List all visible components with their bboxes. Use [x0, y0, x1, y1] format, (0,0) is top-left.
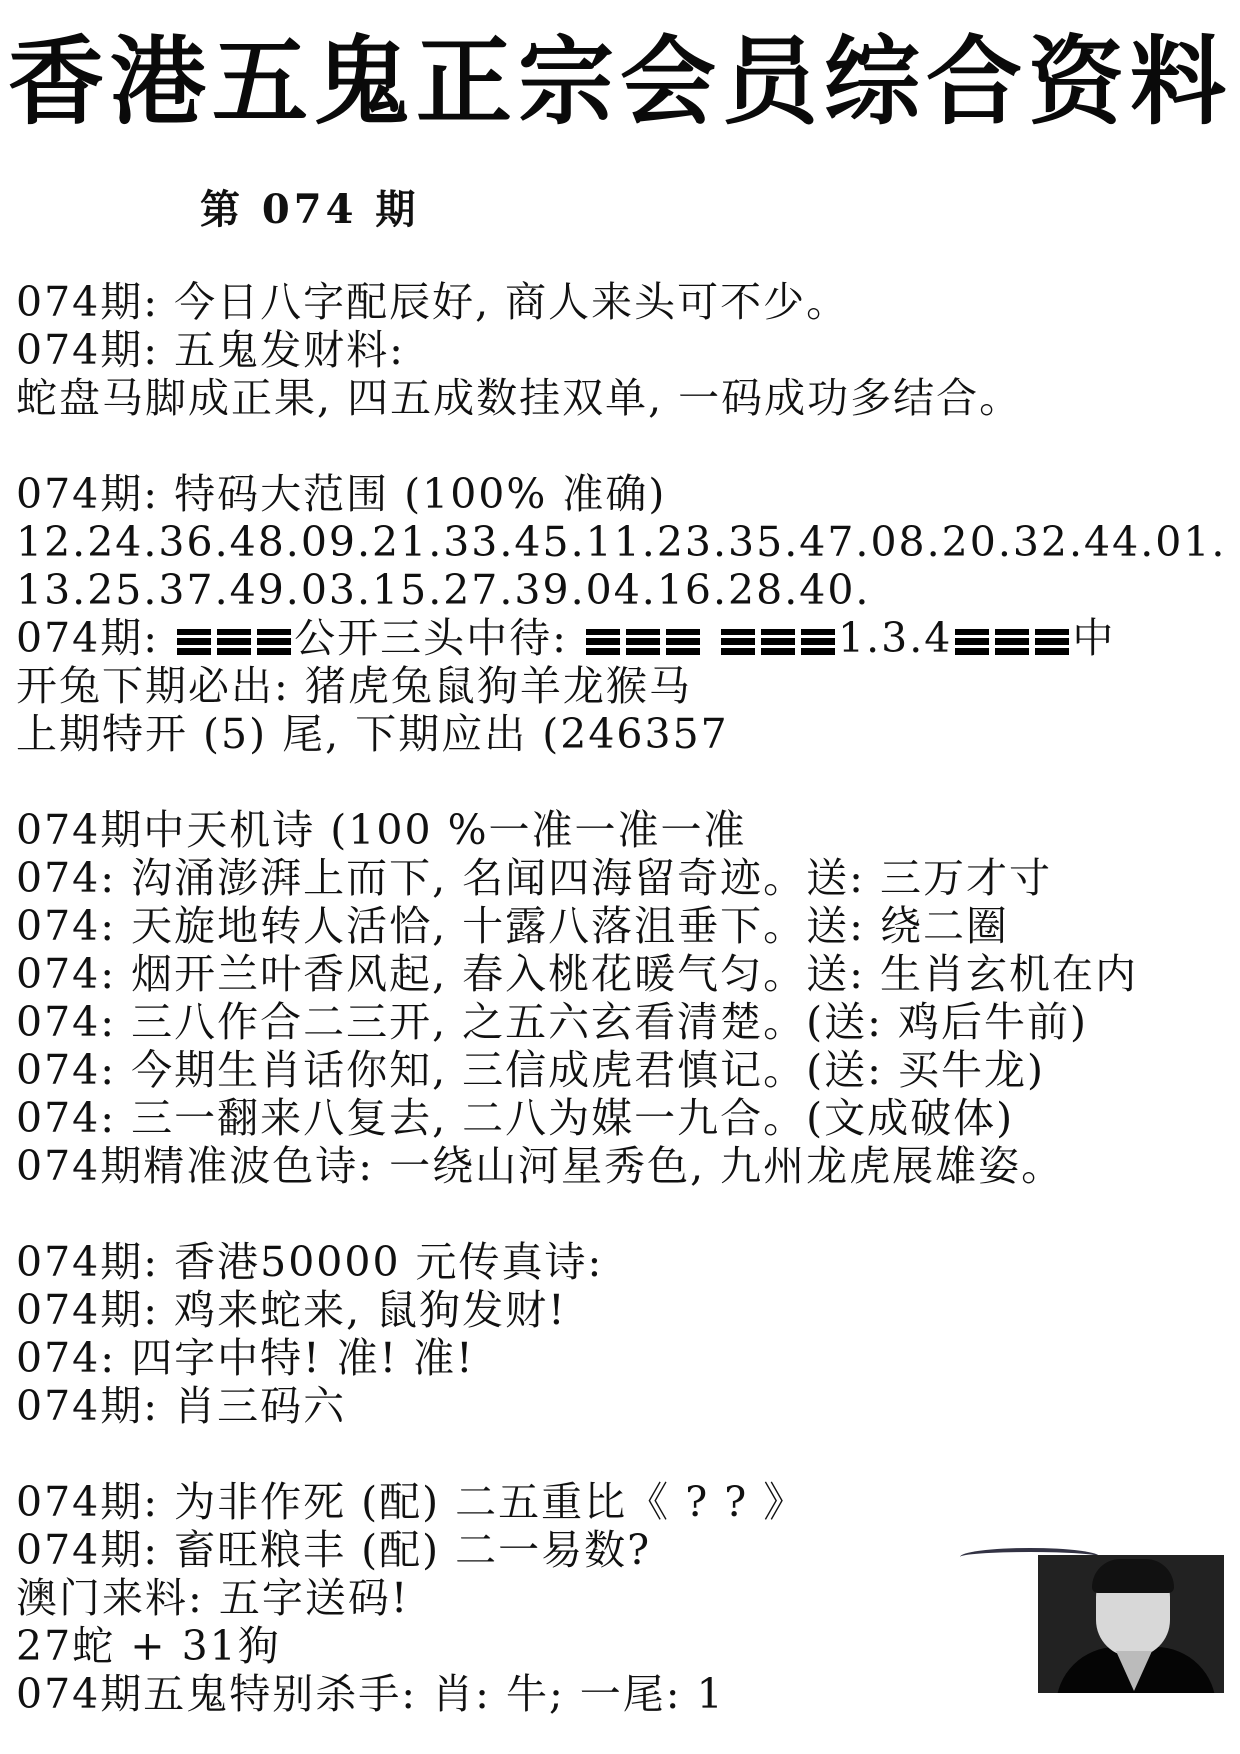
portrait-photo: [1038, 1555, 1224, 1693]
number-list: 12.24.36.48.09.21.33.45.11.23.35.47.08.20.32.44.01.: [16, 518, 1226, 566]
text-line: 开兔下期必出: 猪虎兔鼠狗羊龙猴马: [16, 662, 692, 710]
poem-line: 074: 烟开兰叶香风起, 春入桃花暖气匀。送: 生肖玄机在内: [16, 950, 1139, 998]
poem-line: 074: 沟涌澎湃上而下, 名闻四海留奇迹。送: 三万才寸: [16, 854, 1053, 902]
number-list: 13.25.37.49.03.15.27.39.04.16.28.40.: [16, 566, 871, 614]
redaction-block: [626, 629, 660, 655]
text-line: 074: 四字中特! 准! 准!: [16, 1334, 475, 1382]
content-body: [16, 278, 1226, 1718]
text-line: 074期: 今日八字配辰好, 商人来头可不少。: [16, 278, 850, 326]
poem-line: 074: 今期生肖话你知, 三信成虎君慎记。(送: 买牛龙): [16, 1046, 1046, 1094]
poem-line: 074: 三一翻来八复去, 二八为媒一九合。(文成破体): [16, 1094, 1015, 1142]
text-line: 074期: 香港50000 元传真诗:: [16, 1238, 604, 1286]
text-line: 074期: 肖三码六: [16, 1382, 347, 1430]
text-line: 074期: 五鬼发财料:: [16, 326, 405, 374]
poem-line: 074: 三八作合二三开, 之五六玄看清楚。(送: 鸡后牛前): [16, 998, 1089, 1046]
redaction-block: [955, 629, 989, 655]
text-line-redacted: [16, 614, 1226, 662]
text-line: 074期中天机诗 (100 %一准一准一准: [16, 806, 747, 854]
text-line: 27蛇 + 31狗: [16, 1622, 281, 1670]
text-line: 074期: 特码大范围 (100% 准确): [16, 470, 667, 518]
page-title: 香港五鬼正宗会员综合资料: [8, 26, 1232, 138]
redaction-block: [1035, 629, 1069, 655]
redaction-block: [666, 629, 700, 655]
line-text: 公开三头中待:: [294, 614, 568, 662]
redaction-block: [257, 629, 291, 655]
poem-line: 074期精准波色诗: 一绕山河星秀色, 九州龙虎展雄姿。: [16, 1142, 1065, 1190]
redaction-block: [801, 629, 835, 655]
text-line: 澳门来料: 五字送码!: [16, 1574, 410, 1622]
redaction-block: [217, 629, 251, 655]
text-line: 蛇盘马脚成正果, 四五成数挂双单, 一码成功多结合。: [16, 374, 1023, 422]
redaction-block: [761, 629, 795, 655]
text-line: 074期五鬼特别杀手: 肖: 牛; 一尾: 1: [16, 1670, 725, 1718]
line-suffix: 中: [1072, 614, 1116, 662]
poem-line: 074: 天旋地转人活恰, 十露八落沮垂下。送: 绕二圈: [16, 902, 1010, 950]
redaction-block: [995, 629, 1029, 655]
redaction-block: [177, 629, 211, 655]
redaction-block: [586, 629, 620, 655]
line-prefix: 074期:: [16, 614, 160, 662]
line-numbers: 1.3.4: [838, 614, 953, 662]
text-line: 074期: 为非作死 (配) 二五重比《 ? ? 》: [16, 1478, 807, 1526]
text-line: 074期: 鸡来蛇来, 鼠狗发财!: [16, 1286, 567, 1334]
redaction-block: [721, 629, 755, 655]
text-line: 074期: 畜旺粮丰 (配) 二一易数?: [16, 1526, 652, 1574]
text-line: 上期特开 (5) 尾, 下期应出 (246357: [16, 710, 729, 758]
issue-number: 第 074 期: [200, 186, 420, 233]
